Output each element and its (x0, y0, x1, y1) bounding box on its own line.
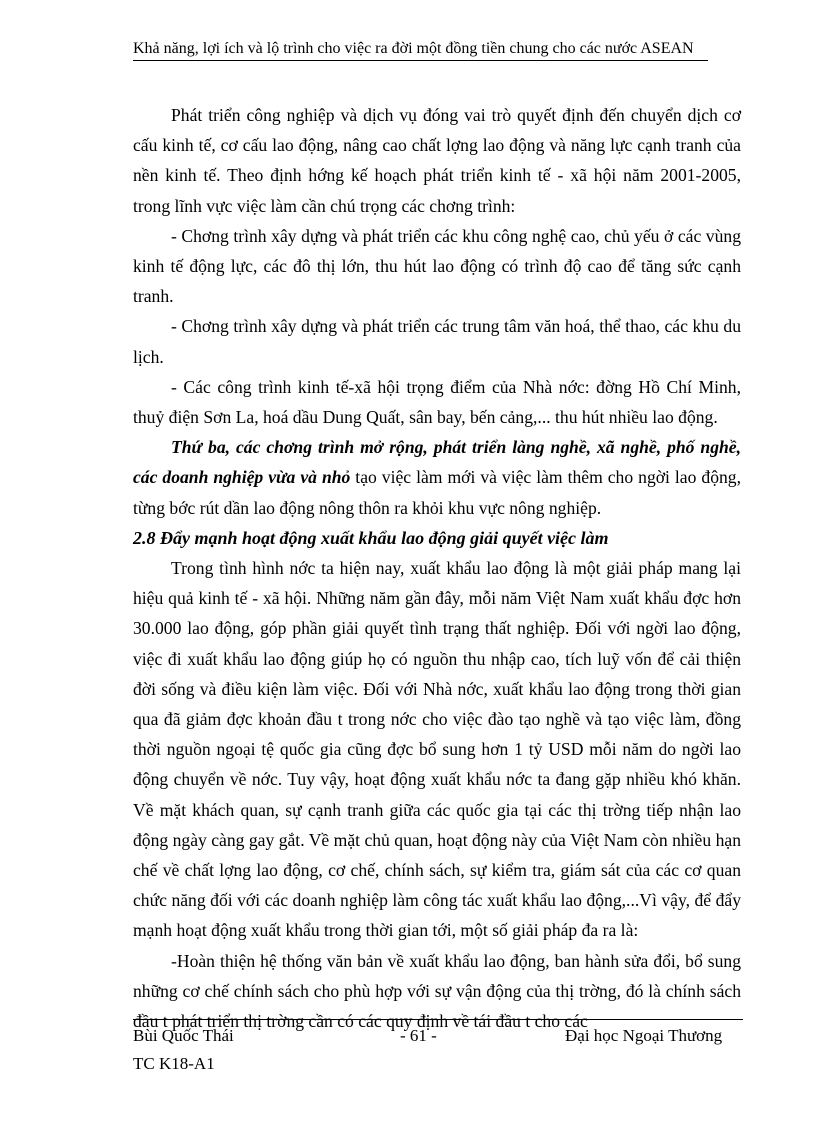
paragraph-6: Trong tình hình nớc ta hiện nay, xuất khẩu lao động là một giải pháp mang lại hiệu quả kinh tế - xã hội. Những năm gần đây, mỗi năm Việt Nam xuất khẩu đợc hơn 30.000 lao động, góp phần giải quyết tình trạng thất nghiệp. Đối với ngời lao động, việc đi xuất khẩu lao động giúp họ có nguồn thu nhập cao, tích luỹ vốn để cải thiện đời sống và điều kiện làm việc. Đối với Nhà nớc, xuất khẩu lao động trong thời gian qua đã giảm đợc khoản đầu t trong nớc cho việc đào tạo nghề và tạo việc làm, đồng thời nguồn ngoại tệ quốc gia cũng đợc bổ sung hơn 1 tỷ USD mỗi năm do ngời lao động chuyển về nớc. Tuy vậy, hoạt động xuất khẩu nớc ta đang gặp nhiều khó khăn. Về mặt khách quan, sự cạnh tranh giữa các quốc gia tại các thị trờng tiếp nhận lao động ngày càng gay gắt. Về mặt chủ quan, hoạt động này của Việt Nam còn nhiều hạn chế về chất lợng lao động, cơ chế, chính sách, sự kiểm tra, giám sát của các cơ quan chức năng đối với các doanh nghiệp làm công tác xuất khẩu lao động,...Vì vậy, để đẩy mạnh hoạt động xuất khẩu trong thời gian tới, một số giải pháp đa ra là: (133, 558, 741, 941)
footer-university: Đại học Ngoại Thương (565, 1026, 723, 1045)
paragraph-7: -Hoàn thiện hệ thống văn bản về xuất khẩu lao động, ban hành sửa đổi, bổ sung những cơ chế chính sách cho phù hợp với sự vận động của thị trờng, đó là chính sách đầu t phát triển thị trờng cần có các quy định về tái đầu t cho các (133, 950, 741, 1032)
running-header: Khả năng, lợi ích và lộ trình cho việc ra đời một đồng tiền chung cho các nước ASEAN (133, 40, 694, 57)
section-heading: 2.8 Đẩy mạnh hoạt động xuất khẩu lao động giải quyết việc làm (133, 527, 609, 548)
footer-class: TC K18-A1 (133, 1054, 215, 1073)
footer-author: Bùi Quốc Thái (133, 1026, 234, 1045)
page-body (133, 100, 741, 1036)
paragraph-3: - Chơng trình xây dựng và phát triển các trung tâm văn hoá, thể thao, các khu du lịch. (133, 316, 741, 367)
header-divider (133, 60, 708, 61)
paragraph-1: Phát triển công nghiệp và dịch vụ đóng vai trò quyết định đến chuyển dịch cơ cấu kinh tế, cơ cấu lao động, nâng cao chất lợng lao động và năng lực cạnh tranh của nền kinh tế. Theo định hớng kế hoạch phát triển kinh tế - xã hội năm 2001-2005, trong lĩnh vực việc làm cần chú trọng các chơng trình: (133, 105, 741, 216)
footer-left (133, 1022, 234, 1078)
footer-page-number: - 61 - (400, 1026, 437, 1045)
paragraph-5 (133, 432, 741, 523)
paragraph-4: - Các công trình kinh tế-xã hội trọng điểm của Nhà nớc: đờng Hồ Chí Minh, thuỷ điện Sơn La, hoá dầu Dung Quất, sân bay, bến cảng,... thu hút nhiều lao động. (133, 376, 741, 428)
paragraph-5-emphasis: Thứ ba, các chơng trình mở rộng, phát triển làng nghề, xã nghề, phố nghề, các doanh nghiệp vừa và nhỏ (133, 437, 741, 488)
footer-divider (133, 1019, 743, 1020)
paragraph-5-text: tạo việc làm mới và việc làm thêm cho ngời lao động, từng bớc rút dần lao động nông thôn ra khỏi khu vực nông nghiệp. (133, 467, 741, 518)
paragraph-2: - Chơng trình xây dựng và phát triển các khu công nghệ cao, chủ yếu ở các vùng kinh tế động lực, các đô thị lớn, thu hút lao động có trình độ cao để tăng sức cạnh tranh. (133, 225, 741, 307)
